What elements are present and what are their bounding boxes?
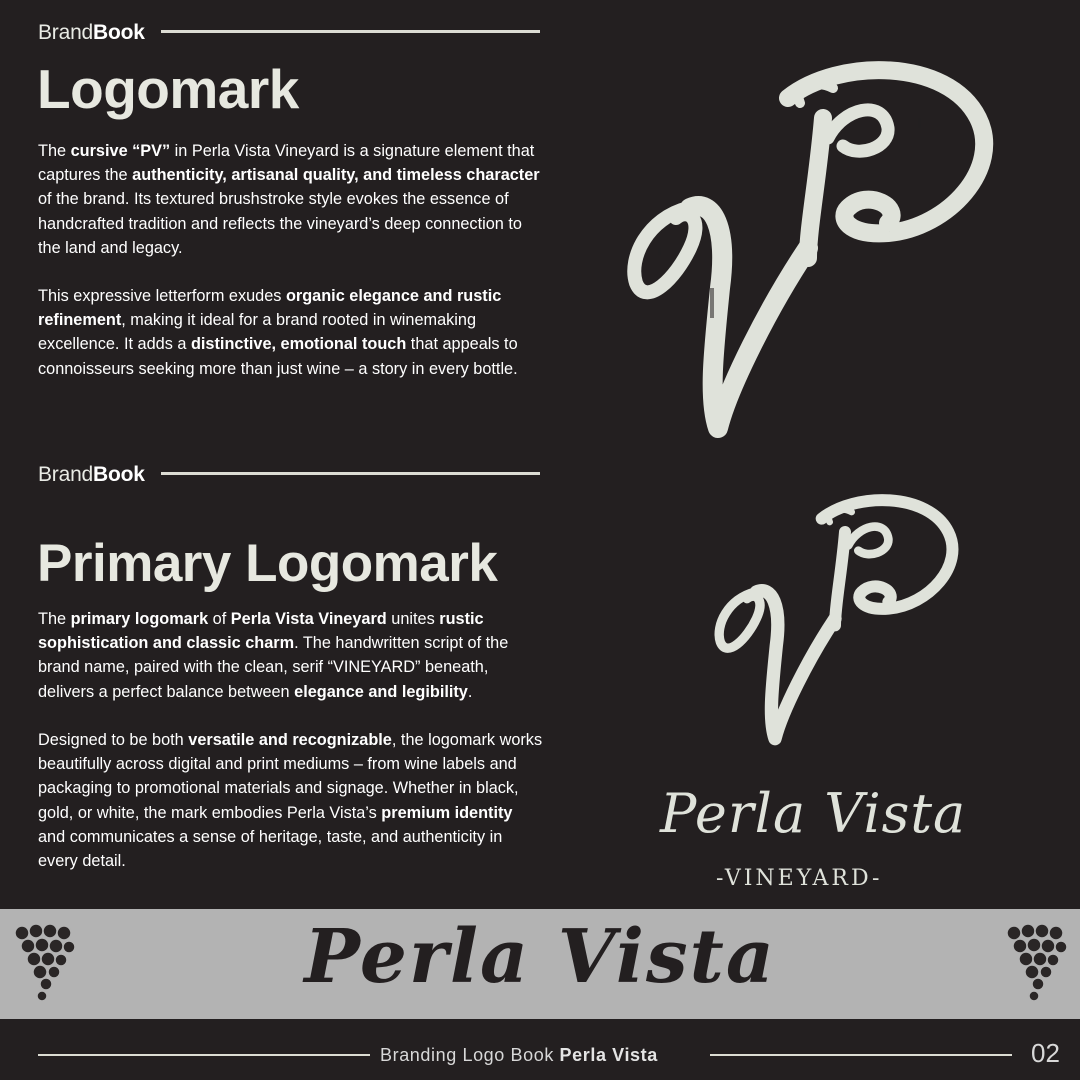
- emphasis-text: elegance and legibility: [294, 682, 468, 701]
- emphasis-text: organic elegance and rustic refinement: [38, 287, 502, 330]
- header-rule-top: [161, 30, 540, 33]
- brandbook-label-middle: BrandBook: [38, 463, 145, 486]
- body-text: Designed to be both: [38, 731, 189, 749]
- body-text: .: [467, 682, 473, 701]
- footer-rule-left: [38, 1054, 370, 1056]
- logo-subtitle-vineyard: -VINEYARD-: [716, 866, 883, 891]
- body-text: The: [38, 610, 71, 628]
- primary-paragraph-1: [38, 607, 543, 704]
- emphasis-text: authenticity, artisanal quality, and timeless character: [132, 166, 540, 185]
- pv-monogram-large: [618, 58, 998, 448]
- brandbook-label-top: BrandBook: [38, 21, 145, 44]
- body-text: in Perla Vista Vineyard is a signature element that captures the: [38, 142, 535, 185]
- header-rule-middle: [161, 472, 540, 475]
- body-text: , making it ideal for a brand rooted in winemaking excellence. It adds a: [38, 311, 477, 354]
- primary-paragraph-2: [38, 728, 543, 873]
- emphasis-text: distinctive, emotional touch: [190, 335, 407, 354]
- logomark-paragraph-1: [38, 139, 543, 260]
- emphasis-text: Perla Vista Vineyard: [230, 610, 387, 628]
- logo-script-name: Perla Vista: [660, 782, 967, 845]
- body-text: and communicates a sense of heritage, taste, and authenticity in every detail.: [38, 827, 503, 871]
- emphasis-text: rustic sophistication and classic charm: [38, 610, 484, 653]
- emphasis-text: primary logomark: [70, 610, 209, 628]
- section-title-primary-logomark: Primary Logomark: [37, 534, 498, 593]
- band-script-name: Perla Vista: [304, 914, 776, 1000]
- body-text: unites: [386, 610, 440, 628]
- footer-title: Branding Logo Book Perla Vista: [380, 1045, 658, 1065]
- body-text: of: [208, 610, 231, 628]
- body-text: , the logomark works beautifully across digital and print mediums – from wine labels and packaging to promotional materials and signage. Whether in black, gold, or white, the mark embodies Perla Vista’s: [38, 731, 543, 822]
- body-text: This expressive letterform exudes: [38, 287, 286, 305]
- body-text: that appeals to connoisseurs seeking more than just wine – a story in every bottle.: [38, 335, 518, 378]
- emphasis-text: cursive “PV”: [70, 142, 171, 160]
- body-text: of the brand. Its textured brushstroke style evokes the essence of handcrafted tradition and reflects the vineyard’s deep connection to the land and legacy.: [38, 190, 522, 257]
- page-number: 02: [1031, 1038, 1060, 1068]
- logomark-paragraph-2: [38, 284, 543, 381]
- body-text: . The handwritten script of the brand name, paired with the clean, serif “VINEYARD” beneath, delivers a perfect balance between: [38, 634, 509, 701]
- body-text: The: [38, 142, 71, 160]
- emphasis-text: versatile and recognizable: [188, 731, 392, 749]
- emphasis-text: premium identity: [381, 803, 513, 822]
- footer-rule-right: [710, 1054, 1012, 1056]
- pv-monogram-small: [700, 492, 970, 752]
- section-title-logomark: Logomark: [37, 58, 299, 120]
